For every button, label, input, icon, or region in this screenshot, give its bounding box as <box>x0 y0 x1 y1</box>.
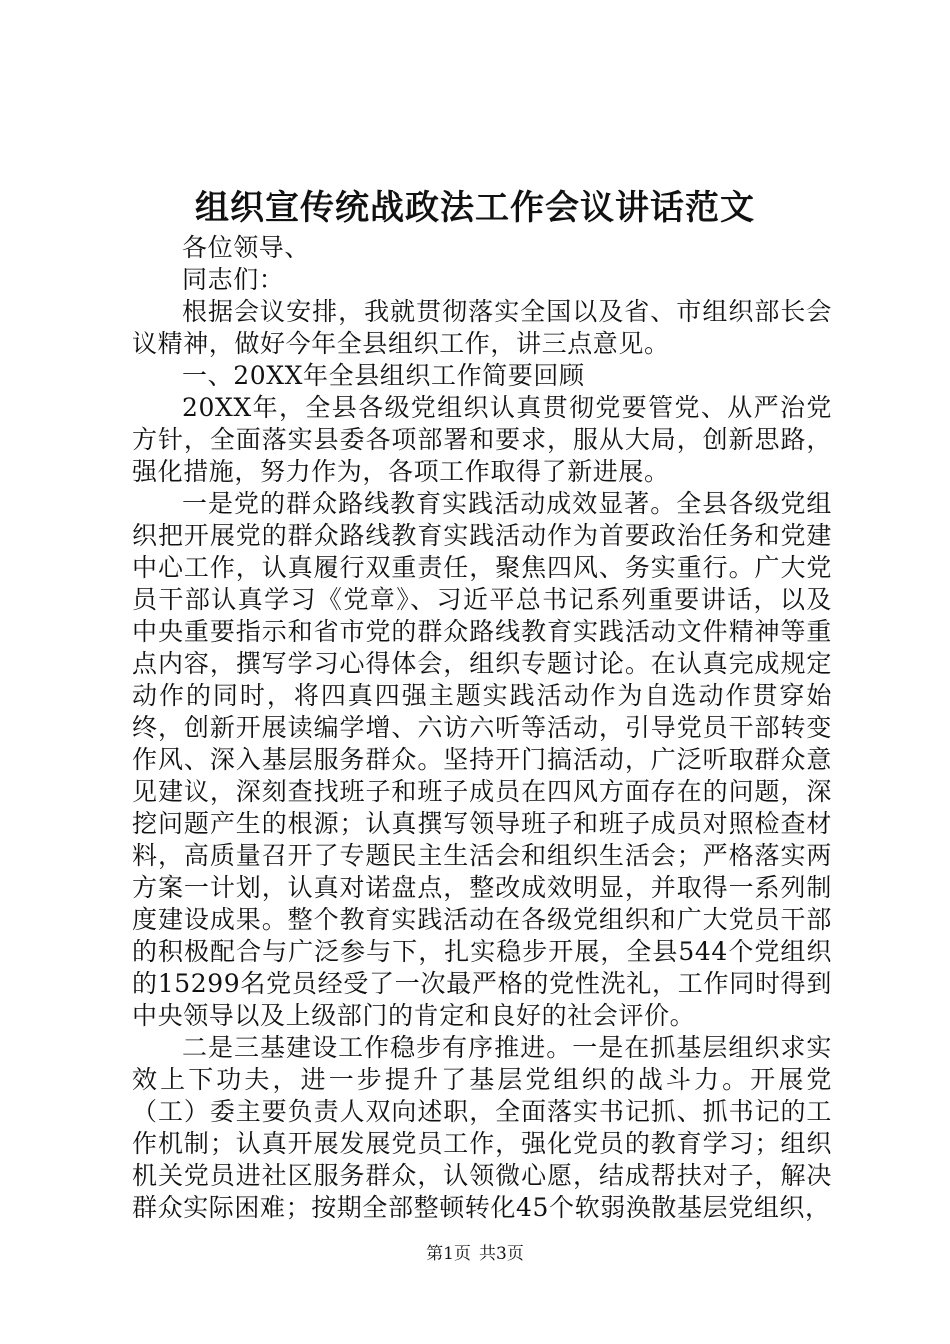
page-number: 第1页 <box>426 1244 471 1264</box>
page-footer <box>0 1242 950 1266</box>
salutation-comrades: 同志们： <box>182 265 285 294</box>
intro-paragraph: 根据会议安排，我就贯彻落实全国以及省、市组织部长会议精神，做好今年全县组织工作，讲三点意见。 <box>132 297 832 358</box>
three-basics-paragraph: 二是三基建设工作稳步有序推进。一是在抓基层组织求实效上下功夫，进一步提升了基层党组织的战斗力。开展党（工）委主要负责人双向述职，全面落实书记抓、抓书记的工作机制；认真开展发展党员工作，强化党员的教育学习；组织机关党员进社区服务群众，认领微心愿，结成帮扶对子，解决群众实际困难；按期全部整顿转化45个软弱涣散基层党组织， <box>132 1033 832 1222</box>
review-overview-paragraph: 20XX年，全县各级党组织认真贯彻党要管党、从严治党方针，全面落实县委各项部署和要求，服从大局，创新思路，强化措施，努力作为，各项工作取得了新进展。 <box>132 393 832 486</box>
document-title: 组织宣传统战政法工作会议讲话范文 <box>195 188 755 228</box>
salutation-leaders: 各位领导、 <box>182 233 311 262</box>
section-heading-review: 一、20XX年全县组织工作简要回顾 <box>182 361 585 390</box>
mass-line-paragraph: 一是党的群众路线教育实践活动成效显著。全县各级党组织把开展党的群众路线教育实践活动作为首要政治任务和党建中心工作，认真履行双重责任，聚焦四风、务实重行。广大党员干部认真学习《党章》、习近平总书记系列重要讲话，以及中央重要指示和省市党的群众路线教育实践活动文件精神等重点内容，撰写学习心得体会，组织专题讨论。在认真完成规定动作的同时，将四真四强主题实践活动作为自选动作贯穿始终，创新开展读编学增、六访六听等活动，引导党员干部转变作风、深入基层服务群众。坚持开门搞活动，广泛听取群众意见建议，深刻查找班子和班子成员在四风方面存在的问题，深挖问题产生的根源；认真撰写领导班子和班子成员对照检查材料，高质量召开了专题民主生活会和组织生活会；严格落实两方案一计划，认真对诺盘点，整改成效明显，并取得一系列制度建设成果。整个教育实践活动在各级党组织和广大党员干部的积极配合与广泛参与下，扎实稳步开展，全县544个党组织的15299名党员经受了一次最严格的党性洗礼，工作同时得到中央领导以及上级部门的肯定和良好的社会评价。 <box>132 489 832 1030</box>
document-body <box>132 232 832 1224</box>
page-total: 共3页 <box>479 1244 524 1264</box>
